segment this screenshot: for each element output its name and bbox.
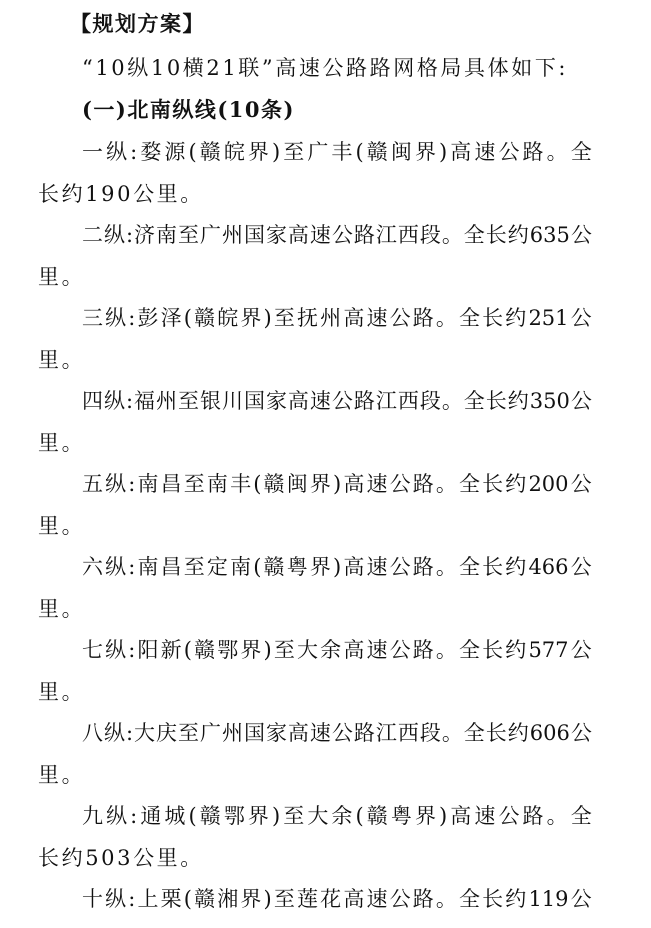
route-continuation: 里。: [38, 763, 86, 787]
route-line: 三 纵 : 彭 泽 ( 赣 皖 界 ) 至 抚 州 高 速 公 路 。 全 长 约 251 公: [82, 306, 592, 330]
route-line: 十 纵 : 上 栗 ( 赣 湘 界 ) 至 莲 花 高 速 公 路 。 全 长 约 119 公: [82, 887, 592, 911]
route-line: 五 纵 : 南 昌 至 南 丰 ( 赣 闽 界 ) 高 速 公 路 。 全 长 约 200 公: [82, 472, 592, 496]
route-continuation: 里。: [38, 348, 86, 372]
route-continuation: 里。: [38, 680, 86, 704]
section-title: 【规划方案】: [70, 11, 205, 36]
route-continuation: 里。: [38, 265, 86, 289]
route-line: 八 纵 : 大 庆 至 广 州 国 家 高 速 公 路 江 西 段 。 全 长 约 606 公: [82, 721, 592, 745]
route-continuation: 里。: [38, 597, 86, 621]
route-line: 一 纵 : 婺 源 ( 赣 皖 界 ) 至 广 丰 ( 赣 闽 界 ) 高 速 公 路 。 全: [82, 140, 592, 164]
subheading-north-south: (一)北南纵线(10条): [82, 97, 295, 122]
route-line: 七 纵 : 阳 新 ( 赣 鄂 界 ) 至 大 余 高 速 公 路 。 全 长 约 577 公: [82, 638, 592, 662]
route-continuation: 里。: [38, 431, 86, 455]
route-line: 二 纵 : 济 南 至 广 州 国 家 高 速 公 路 江 西 段 。 全 长 约 635 公: [82, 223, 592, 247]
route-line: 九 纵 : 通 城 ( 赣 鄂 界 ) 至 大 余 ( 赣 粤 界 ) 高 速 公 路 。 全: [82, 804, 592, 828]
route-line: 六 纵 : 南 昌 至 定 南 ( 赣 粤 界 ) 高 速 公 路 。 全 长 约 466 公: [82, 555, 592, 579]
route-continuation: 长约503公里。: [38, 846, 204, 870]
route-line: 四 纵 : 福 州 至 银 川 国 家 高 速 公 路 江 西 段 。 全 长 约 350 公: [82, 389, 592, 413]
route-continuation: 长约190公里。: [38, 182, 204, 206]
route-continuation: 里。: [38, 514, 86, 538]
intro-paragraph: “10纵10横21联”高速公路路网格局具体如下:: [82, 56, 569, 80]
